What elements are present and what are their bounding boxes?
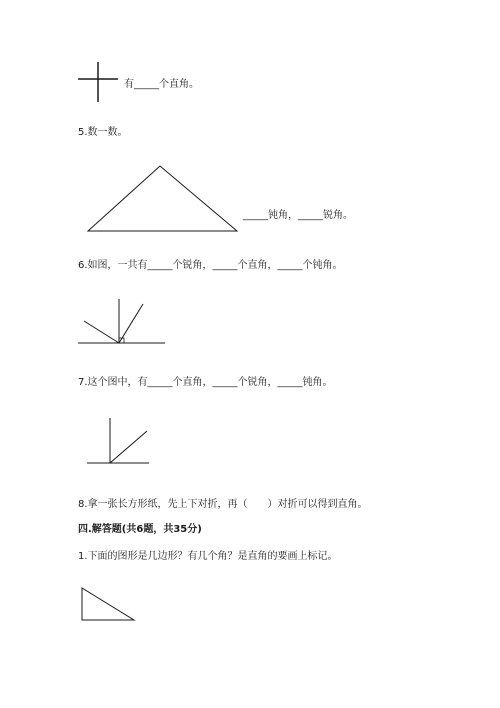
p1-title: 1.下面的图形是几边形？有几个角？是直角的要画上标记。 bbox=[78, 551, 338, 562]
section-title: 四.解答题(共6题，共35分) bbox=[78, 524, 202, 535]
q8-title: 8.拿一张长方形纸，先上下对折，再（ ）对折可以得到直角。 bbox=[78, 499, 368, 510]
q5-title: 5.数一数。 bbox=[78, 127, 128, 138]
q7-title: 7.这个图中，有_____个直角，_____个锐角，_____钝角。 bbox=[78, 377, 333, 388]
q5-answer-text: _____钝角，_____锐角。 bbox=[243, 210, 353, 221]
q6-title: 6.如图，一共有_____个锐角，_____个直角，_____个钝角。 bbox=[78, 260, 343, 271]
right-triangle bbox=[82, 588, 134, 620]
q4-answer-text: 有_____个直角。 bbox=[124, 79, 199, 90]
